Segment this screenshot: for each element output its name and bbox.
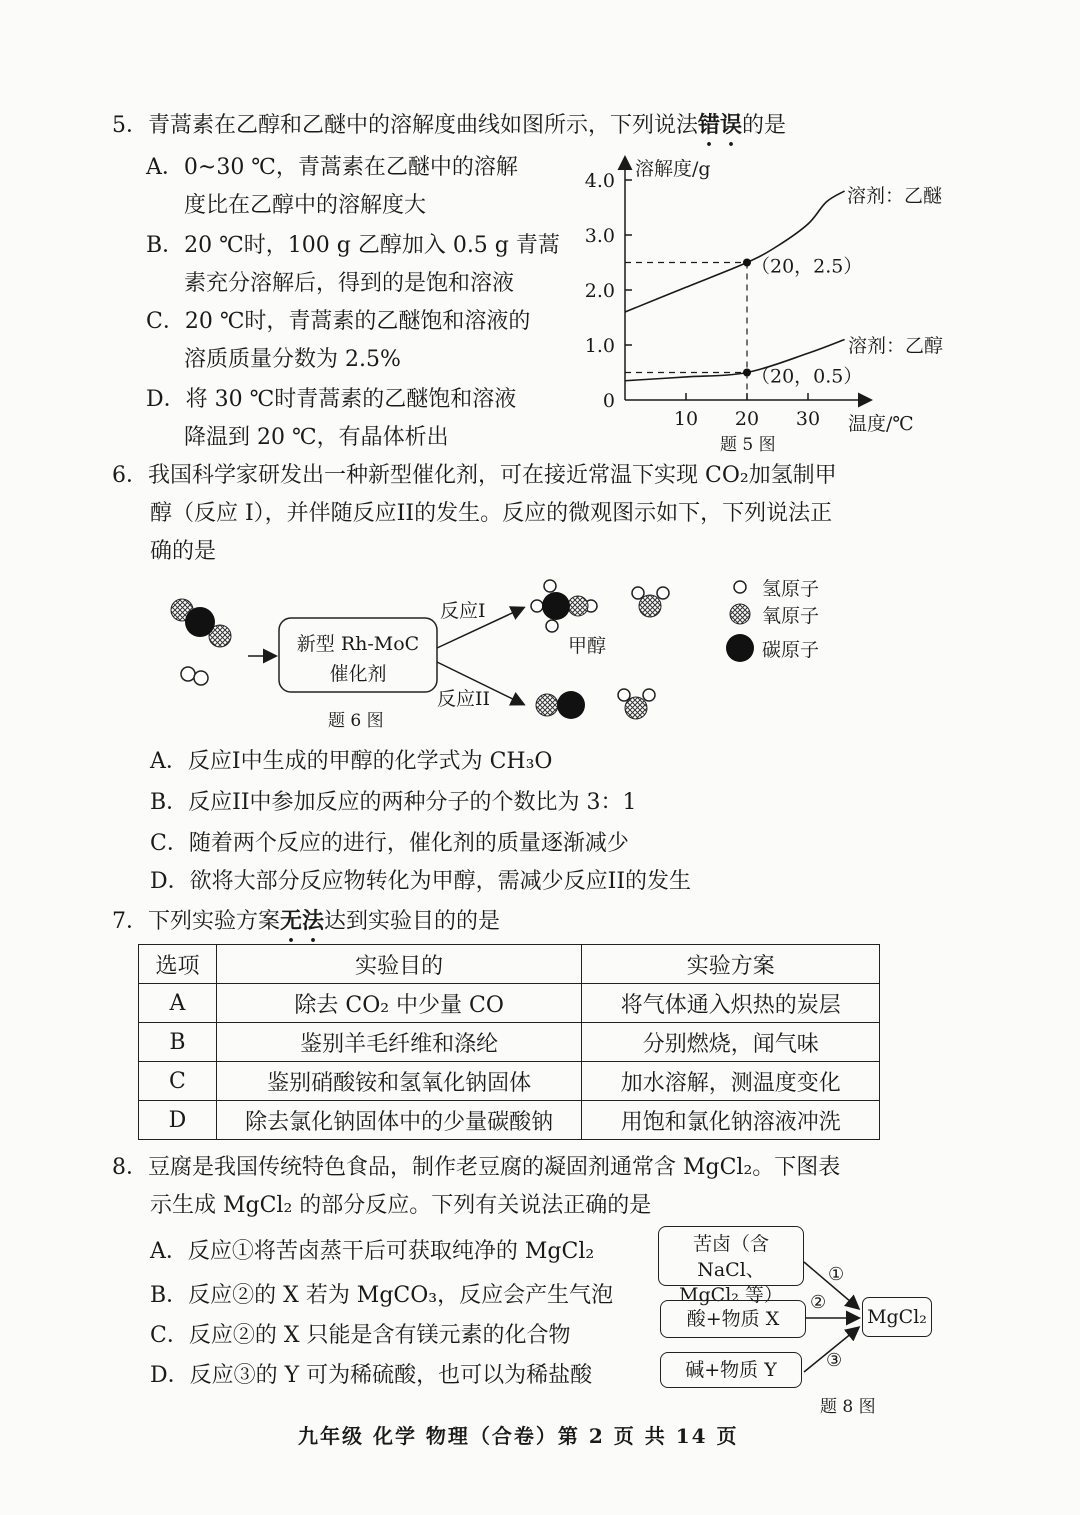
cell-option: B (139, 1023, 217, 1062)
box-acid-x-label: 酸+物质 X (686, 1308, 780, 1330)
q6-option-d: D．欲将大部分反应物转化为甲醇，需减少反应II的发生 (150, 869, 692, 894)
cell-purpose: 除去 CO₂ 中少量 CO (216, 984, 581, 1023)
q5-option-d-line2: 降温到 20 ℃，有晶体析出 (184, 425, 449, 450)
q7-stem-text: 7．下列实验方案 (112, 909, 280, 934)
table-row (139, 984, 880, 1023)
y-tick-label: 4.0 (584, 170, 615, 192)
co-molecule (536, 691, 585, 719)
header-plan: 实验方案 (582, 945, 880, 984)
box-base-y-label: 碱+物质 Y (685, 1359, 777, 1381)
ether-curve (625, 191, 845, 312)
table-row (139, 1101, 880, 1140)
catalyst-label-line2: 催化剂 (329, 663, 387, 685)
point-label: （20，2.5） (751, 255, 863, 278)
q7-stem (112, 904, 500, 947)
hydrogen-atom-icon (734, 581, 746, 593)
cell-plan: 用饱和氯化钠溶液冲洗 (582, 1101, 880, 1140)
box-mgcl2-label: MgCl₂ (867, 1306, 927, 1328)
q8-option-c: C．反应②的 X 只能是含有镁元素的化合物 (150, 1323, 571, 1348)
q7-stem-end: 达到实验目的的是 (324, 909, 501, 934)
x-tick-label: 30 (795, 408, 821, 430)
q5-option-a-line1: A．0~30 ℃，青蒿素在乙醚中的溶解 (146, 155, 518, 180)
q5-option-c-line2: 溶质质量分数为 2.5% (184, 347, 401, 372)
solubility-chart (565, 150, 965, 455)
methanol-molecule (531, 580, 597, 632)
box-bittern-line1: 苦卤（含 NaCl、 (692, 1233, 769, 1281)
box-base-y (660, 1352, 802, 1388)
x-tick-label: 20 (734, 408, 760, 430)
legend-oxygen: 氧原子 (762, 605, 820, 627)
reaction-1-label: 反应I (440, 600, 486, 622)
legend-ethanol: 溶剂：乙醇 (848, 335, 944, 357)
point-label: （20，0.5） (751, 365, 863, 388)
q6-stem-line2: 醇（反应 I），并伴随反应II的发生。反应的微观图示如下，下列说法正 (150, 501, 833, 526)
methanol-label: 甲醇 (568, 635, 607, 657)
cell-plan: 加水溶解，测温度变化 (582, 1062, 880, 1101)
h2-molecule (181, 667, 208, 685)
q6-figure-caption: 题 6 图 (328, 711, 384, 731)
arrow-label-1: ① (828, 1264, 845, 1285)
cell-purpose: 鉴别羊毛纤维和涤纶 (216, 1023, 581, 1062)
q8-stem-line1: 8．豆腐是我国传统特色食品，制作老豆腐的凝固剂通常含 MgCl₂。下图表 (112, 1155, 841, 1180)
q7-stem-emphasis: 无法 (280, 908, 325, 934)
y-tick-label: 0 (602, 390, 615, 412)
water-molecule-1 (632, 587, 669, 617)
cell-purpose: 除去氯化钠固体中的少量碳酸钠 (216, 1101, 581, 1140)
catalyst-label-line1: 新型 Rh-MoC (296, 633, 420, 655)
y-tick-label: 1.0 (584, 335, 615, 357)
chart-title: 题 5 图 (720, 435, 776, 455)
data-point (743, 369, 751, 377)
arrow-label-3: ③ (826, 1350, 843, 1371)
q8-option-d: D．反应③的 Y 可为稀硫酸，也可以为稀盐酸 (150, 1363, 593, 1388)
co2-molecule (171, 599, 231, 647)
q5-stem-text: 5．青蒿素在乙醇和乙醚中的溶解度曲线如图所示，下列说法 (112, 113, 698, 138)
legend-ether: 溶剂：乙醚 (847, 185, 943, 207)
reaction-micro-diagram (140, 570, 860, 740)
box-acid-x (660, 1300, 806, 1338)
y-tick-label: 2.0 (584, 280, 615, 302)
q6-option-c: C．随着两个反应的进行，催化剂的质量逐渐减少 (150, 831, 629, 856)
header-option: 选项 (139, 945, 217, 984)
data-point (743, 259, 751, 267)
cell-option: A (139, 984, 217, 1023)
q5-option-a-line2: 度比在乙醇中的溶解度大 (184, 193, 427, 218)
legend-hydrogen: 氢原子 (762, 578, 820, 600)
x-tick-label: 10 (673, 408, 699, 430)
q8-figure-caption: 题 8 图 (820, 1397, 876, 1417)
table-row (139, 1023, 880, 1062)
q6-stem-line1: 6．我国科学家研发出一种新型催化剂，可在接近常温下实现 CO₂加氢制甲 (112, 463, 837, 488)
cell-plan: 将气体通入炽热的炭层 (582, 984, 880, 1023)
cell-plan: 分别燃烧，闻气味 (582, 1023, 880, 1062)
arrow-label-2: ② (810, 1292, 827, 1313)
header-purpose: 实验目的 (216, 945, 581, 984)
table-row (139, 1062, 880, 1101)
q5-option-b-line1: B．20 ℃时，100 g 乙醇加入 0.5 g 青蒿 (146, 233, 560, 258)
reaction-2-label: 反应II (437, 688, 491, 710)
q8-stem-line2: 示生成 MgCl₂ 的部分反应。下列有关说法正确的是 (150, 1193, 652, 1218)
page-footer: 九年级 化学 物理（合卷）第 2 页 共 14 页 (298, 1424, 739, 1448)
table-header-row (139, 945, 880, 984)
q5-stem-emphasis: 错误 (698, 112, 743, 138)
carbon-atom-icon (726, 634, 754, 662)
q5-stem (112, 108, 786, 151)
y-axis-label: 溶解度/g (635, 158, 711, 180)
q5-stem-end: 的是 (742, 113, 787, 138)
box-bittern (658, 1226, 804, 1306)
oxygen-atom-icon (730, 604, 750, 624)
water-molecule-2 (618, 689, 655, 719)
x-axis-label: 温度/℃ (848, 413, 914, 435)
box-mgcl2 (862, 1297, 932, 1337)
q6-option-b: B．反应II中参加反应的两种分子的个数比为 3：1 (150, 790, 637, 815)
q5-option-c-line1: C．20 ℃时，青蒿素的乙醚饱和溶液的 (146, 309, 531, 334)
cell-option: C (139, 1062, 217, 1101)
cell-option: D (139, 1101, 217, 1140)
q8-option-a: A．反应①将苦卤蒸干后可获取纯净的 MgCl₂ (150, 1239, 595, 1264)
q6-option-a: A．反应I中生成的甲醇的化学式为 CH₃O (150, 749, 553, 774)
y-tick-label: 3.0 (584, 225, 615, 247)
cell-purpose: 鉴别硝酸铵和氢氧化钠固体 (216, 1062, 581, 1101)
q5-option-b-line2: 素充分溶解后，得到的是饱和溶液 (184, 271, 515, 296)
box-bittern-line2: MgCl₂ 等） (679, 1284, 783, 1306)
q8-option-b: B．反应②的 X 若为 MgCO₃，反应会产生气泡 (150, 1283, 614, 1308)
q5-option-d-line1: D．将 30 ℃时青蒿素的乙醚饱和溶液 (146, 387, 517, 412)
legend-carbon: 碳原子 (762, 639, 820, 661)
q6-stem-line3: 确的是 (150, 539, 217, 564)
experiment-table (138, 944, 880, 1140)
